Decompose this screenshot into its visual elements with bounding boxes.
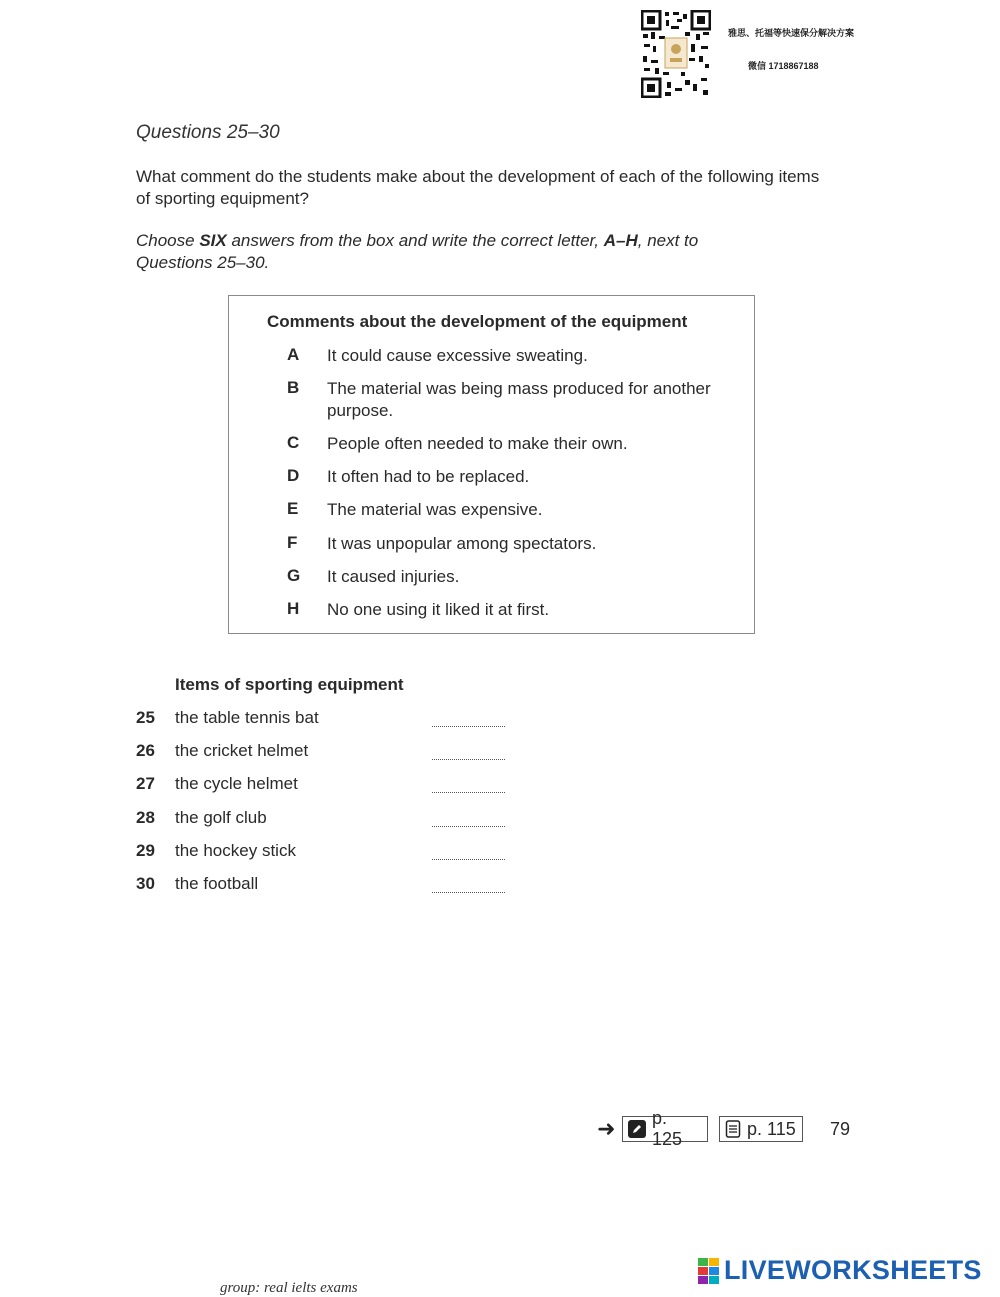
instruction-part: , next to Questions 25–30.: [136, 231, 699, 272]
answer-blank-29[interactable]: [432, 847, 505, 860]
option-letter: H: [287, 599, 300, 618]
option-letter: E: [287, 499, 299, 518]
qr-code: [641, 10, 711, 98]
liveworksheets-brand: LIVEWORKSHEETS: [724, 1255, 982, 1285]
instruction: [136, 230, 776, 274]
qr-wechat-id: 微信 1718867188: [748, 61, 819, 71]
page-ref-transcript: [719, 1116, 803, 1142]
option-letter: D: [287, 466, 300, 485]
document-icon: [725, 1120, 741, 1138]
item-text: the cricket helmet: [175, 741, 309, 760]
section-title: Questions 25–30: [136, 122, 280, 143]
option-text: It caused injuries.: [327, 567, 460, 586]
option-text: The material was being mass produced for another purpose.: [327, 379, 711, 420]
pen-icon: [628, 1120, 646, 1138]
item-text: the football: [175, 874, 259, 893]
question-number: 28: [136, 808, 155, 827]
answer-blank-25[interactable]: [432, 714, 505, 727]
option-letter: C: [287, 433, 300, 452]
liveworksheets-logo: [698, 1255, 982, 1286]
page-ref-label: p. 115: [747, 1118, 796, 1139]
option-letter: A: [287, 345, 300, 364]
qr-caption: 雅思、托福等快速保分解决方案: [728, 28, 855, 38]
question-number: 27: [136, 774, 155, 793]
arrow-right-icon: ➜: [597, 1116, 616, 1141]
option-letter: B: [287, 378, 300, 397]
question-number: 26: [136, 741, 155, 760]
option-text: It was unpopular among spectators.: [327, 534, 597, 553]
instruction-bold: SIX: [199, 231, 227, 250]
answer-blank-28[interactable]: [432, 814, 505, 827]
comments-box-title: Comments about the development of the equipment: [267, 312, 688, 331]
items-title: Items of sporting equipment: [175, 675, 404, 694]
instruction-part: Choose: [136, 231, 200, 250]
page-ref-answers: [622, 1108, 708, 1149]
answer-blank-26[interactable]: [432, 747, 505, 760]
option-text: People often needed to make their own.: [327, 434, 628, 453]
footer-note: group: real ielts exams: [220, 1280, 358, 1296]
option-text: It often had to be replaced.: [327, 467, 530, 486]
item-text: the table tennis bat: [175, 708, 319, 727]
answer-blank-30[interactable]: [432, 880, 505, 893]
option-text: No one using it liked it at first.: [327, 600, 550, 619]
question-number: 30: [136, 874, 155, 893]
option-text: The material was expensive.: [327, 500, 543, 519]
option-letter: F: [287, 533, 298, 552]
question-number: 29: [136, 841, 155, 860]
instruction-bold: A–H: [603, 231, 638, 250]
answer-blank-27[interactable]: [432, 780, 505, 793]
question-prompt: What comment do the students make about the development of each of the following items of sporting equipment?: [136, 167, 820, 208]
item-text: the cycle helmet: [175, 774, 298, 793]
item-text: the golf club: [175, 808, 267, 827]
page-ref-label: p. 125: [651, 1108, 683, 1149]
question-number: 25: [136, 708, 155, 727]
instruction-part: answers from the box and write the correct letter,: [226, 231, 604, 250]
option-letter: G: [287, 566, 301, 585]
item-text: the hockey stick: [175, 841, 296, 860]
liveworksheets-logo-icon: [698, 1258, 720, 1284]
page-number: 79: [830, 1119, 851, 1139]
option-text: It could cause excessive sweating.: [327, 346, 588, 365]
